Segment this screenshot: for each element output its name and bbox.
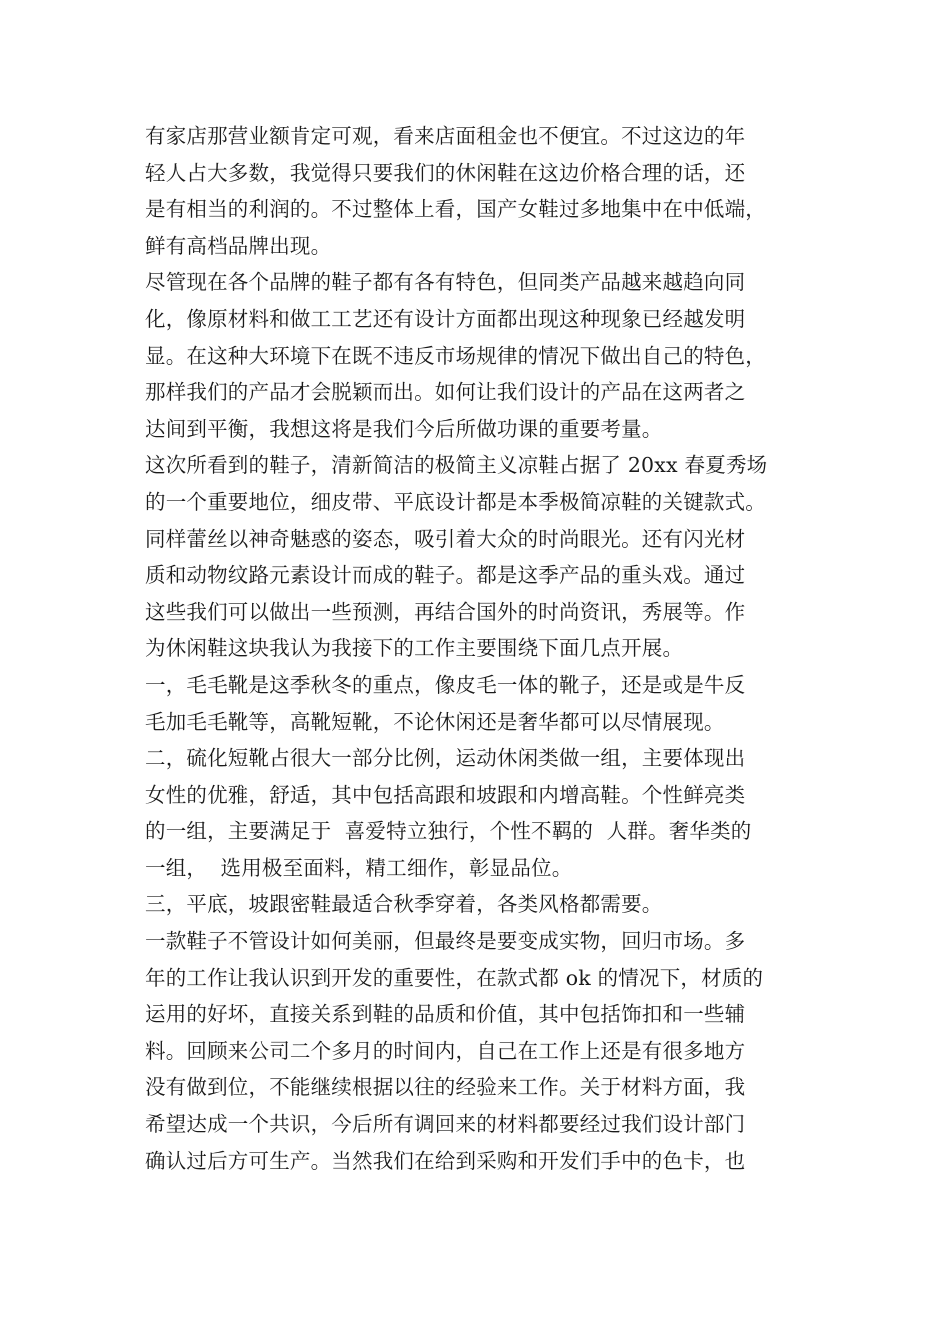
text-line: 显。在这种大环境下在既不违反市场规律的情况下做出自己的特色， [145,343,766,368]
text-line: 料。回顾来公司二个多月的时间内，自己在工作上还是有很多地方 [145,1038,746,1063]
text-line: 的一个重要地位，细皮带、平底设计都是本季极简凉鞋的关键款式。 [145,489,766,514]
text-line: 希望达成一个共识，今后所有调回来的材料都要经过我们设计部门 [145,1112,746,1137]
text-line: 运用的好坏，直接关系到鞋的品质和价值，其中包括饰扣和一些辅 [145,1002,746,1027]
text-line: 没有做到位，不能继续根据以往的经验来工作。关于材料方面，我 [145,1075,746,1100]
text-line: 二，硫化短靴占很大一部分比例，运动休闲类做一组，主要体现出 [145,746,746,771]
text-line: 三，平底，坡跟密鞋最适合秋季穿着，各类风格都需要。 [145,892,663,917]
text-line: 毛加毛毛靴等，高靴短靴，不论休闲还是奢华都可以尽情展现。 [145,709,725,734]
text-line: 质和动物纹路元素设计而成的鞋子。都是这季产品的重头戏。通过 [145,563,746,588]
text-line: 化，像原材料和做工工艺还有设计方面都出现这种现象已经越发明 [145,306,746,331]
text-line: 那样我们的产品才会脱颖而出。如何让我们设计的产品在这两者之 [145,380,746,405]
text-line: 为休闲鞋这块我认为我接下的工作主要围绕下面几点开展。 [145,636,684,661]
text-line: 同样蕾丝以神奇魅惑的姿态，吸引着大众的时尚眼光。还有闪光材 [145,526,746,551]
text-line: 轻人占大多数，我觉得只要我们的休闲鞋在这边价格合理的话，还 [145,160,746,185]
text-line: 确认过后方可生产。当然我们在给到采购和开发们手中的色卡，也 [145,1148,746,1173]
document-body [145,118,825,1179]
text-line: 有家店那营业额肯定可观，看来店面租金也不便宜。不过这边的年 [145,124,746,148]
text-line: 鲜有高档品牌出现。 [145,233,332,258]
text-line: 是有相当的利润的。不过整体上看，国产女鞋过多地集中在中低端， [145,197,766,222]
text-line: 这些我们可以做出一些预测，再结合国外的时尚资讯，秀展等。作 [145,599,746,624]
text-line: 尽管现在各个品牌的鞋子都有各有特色，但同类产品越来越趋向同 [145,270,746,295]
text-line: 达间到平衡，我想这将是我们今后所做功课的重要考量。 [145,416,663,441]
text-line: 一，毛毛靴是这季秋冬的重点，像皮毛一体的靴子，还是或是牛反 [145,672,746,697]
text-line: 年的工作让我认识到开发的重要性，在款式都 ok 的情况下，材质的 [145,965,764,990]
text-line: 一组， 选用极至面料，精工细作，彰显品位。 [145,855,573,880]
text-line: 的一组，主要满足于 喜爱特立独行，个性不羁的 人群。奢华类的 [145,819,752,844]
text-line: 一款鞋子不管设计如何美丽，但最终是要变成实物，回归市场。多 [145,929,746,954]
text-line: 这次所看到的鞋子，清新简洁的极简主义凉鞋占据了 20xx 春夏秀场 [145,453,768,478]
text-line: 女性的优雅，舒适，其中包括高跟和坡跟和内增高鞋。个性鲜亮类 [145,782,746,807]
